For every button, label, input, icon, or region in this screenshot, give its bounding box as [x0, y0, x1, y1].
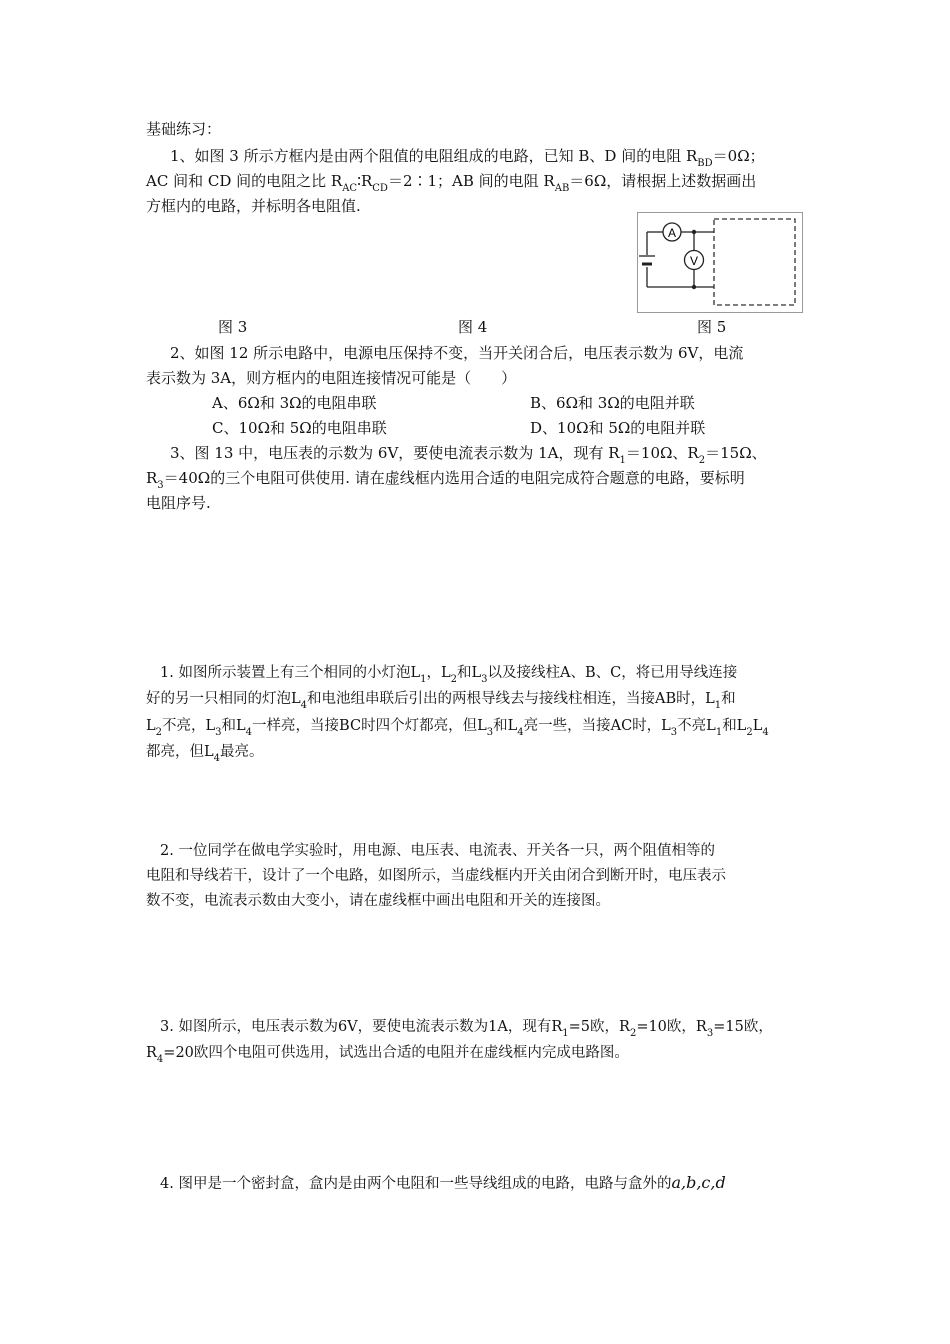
- subscript: CD: [372, 183, 388, 194]
- text-run: ＝15Ω、: [705, 444, 767, 462]
- subscript: 3: [215, 727, 222, 738]
- subscript: 4: [762, 727, 769, 738]
- q2-option-a: A、6Ω和 3Ω的电阻串联: [212, 394, 377, 412]
- text-run: AC 间和 CD 间的电阻之比 R: [146, 172, 343, 190]
- figure-label-5: 图 5: [697, 318, 727, 336]
- q2-option-b: B、6Ω和 3Ω的电阻并联: [530, 394, 695, 412]
- subscript: AC: [342, 183, 358, 194]
- subscript: AB: [554, 183, 570, 194]
- subscript: 1: [714, 700, 722, 711]
- subscript: 3: [481, 674, 488, 685]
- p1-line1: [160, 662, 737, 684]
- text-run: 1、如图 3 所示方框内是由两个阻值的电阻组成的电路，已知 B、D 间的电阻 R: [170, 147, 698, 165]
- text-run: 以及接线柱A、B、C，将已用导线连接: [487, 665, 738, 681]
- figure-label-3: 图 3: [218, 318, 248, 336]
- text-run: 和L: [221, 718, 246, 734]
- ammeter-label: A: [667, 226, 677, 240]
- q2-option-d: D、10Ω和 5Ω的电阻并联: [530, 419, 706, 437]
- section-heading: 基础练习：: [146, 120, 222, 138]
- text-run: 和L: [493, 718, 518, 734]
- subscript: 3: [706, 1028, 714, 1039]
- text-run: 最亮。: [220, 744, 264, 760]
- p2-line2: 电阻和导线若干，设计了一个电路，如图所示，当虚线框内开关由闭合到断开时，电压表示: [146, 868, 726, 884]
- text-run: L: [146, 718, 156, 734]
- text-run: 亮一些，当接AC时，L: [523, 718, 671, 734]
- text-run: 1. 如图所示装置上有三个相同的小灯泡L: [160, 665, 421, 681]
- circuit-figure: [637, 212, 803, 313]
- text-run: 3. 如图所示，电压表示数为6V，要使电流表示数为1A，现有R: [160, 1019, 563, 1035]
- text-run: =5欧，R: [568, 1019, 630, 1035]
- text-run: ＝2∶1；AB 间的电阻 R: [387, 172, 555, 190]
- junction-dot: [692, 285, 696, 289]
- text-run: 不亮L: [677, 718, 716, 734]
- text-run: L: [752, 718, 763, 734]
- text-run: =20欧四个电阻可供选用，试选出合适的电阻并在虚线框内完成电路图。: [163, 1045, 629, 1061]
- subscript: 2: [746, 727, 753, 738]
- p1-line2: [146, 688, 736, 710]
- figure-label-4: 图 4: [458, 318, 488, 336]
- subscript: 3: [157, 480, 164, 491]
- subscript: 2: [155, 727, 163, 738]
- q1-line2: [146, 170, 756, 192]
- text-run: 和L: [722, 718, 747, 734]
- p4-vars: a,b,c,d: [671, 1173, 726, 1192]
- subscript: 1: [420, 674, 427, 685]
- text-run: ＝6Ω，请根据上述数据画出: [569, 172, 757, 190]
- subscript: 2: [450, 674, 457, 685]
- subscript: 4: [245, 727, 253, 738]
- subscript: 1: [619, 455, 626, 466]
- q2-option-c: C、10Ω和 5Ω的电阻串联: [212, 419, 387, 437]
- q3-line3: 电阻序号.: [146, 494, 211, 512]
- text-run: R: [146, 1045, 157, 1061]
- p2-line3: 数不变，电流表示数由大变小，请在虚线框中画出电阻和开关的连接图。: [146, 893, 610, 909]
- subscript: 4: [517, 727, 524, 738]
- text-run: ，L: [426, 665, 451, 681]
- p2-line1: 2. 一位同学在做电学实验时，用电源、电压表、电流表、开关各一只，两个阻值相等的: [160, 843, 715, 859]
- text-run: 都亮，但L: [146, 744, 214, 760]
- subscript: 2: [629, 1028, 637, 1039]
- q3-line2: [146, 467, 745, 489]
- text-run: 3、图 13 中，电压表的示数为 6V，要使电流表示数为 1A，现有 R: [170, 444, 620, 462]
- text-run: 和L: [456, 665, 482, 681]
- subscript: 3: [670, 727, 678, 738]
- circuit-diagram: [637, 212, 803, 313]
- subscript: 4: [300, 700, 308, 711]
- text-run: ＝0Ω；: [712, 147, 765, 165]
- text-run: ∶R: [357, 172, 373, 190]
- text-run: 和: [721, 691, 736, 707]
- text-run: =10欧，R: [636, 1019, 707, 1035]
- subscript: 3: [486, 727, 494, 738]
- text-run: 和电池组串联后引出的两根导线去与接线柱相连，当接AB时，L: [307, 691, 715, 707]
- p4-line1: [160, 1172, 726, 1195]
- p3-line1: [160, 1016, 773, 1038]
- dashed-box: [714, 219, 795, 305]
- p1-line3: [146, 715, 769, 737]
- q3-line1: [170, 442, 767, 464]
- text-run: =15欧，: [713, 1019, 773, 1035]
- q1-line1: [170, 145, 765, 167]
- text-run: ＝40Ω的三个电阻可供使用. 请在虚线框内选用合适的电阻完成符合题意的电路，要标明: [163, 469, 745, 487]
- text-run: R: [146, 469, 158, 487]
- q2-line1: 2、如图 12 所示电路中，电源电压保持不变，当开关闭合后，电压表示数为 6V，电流: [170, 344, 744, 362]
- p4-text: 4. 图甲是一个密封盒，盒内是由两个电阻和一些导线组成的电路，电路与盒外的: [160, 1176, 672, 1192]
- subscript: 1: [562, 1028, 569, 1039]
- text-run: 不亮，L: [162, 718, 216, 734]
- subscript: BD: [697, 158, 713, 169]
- subscript: 2: [698, 455, 706, 466]
- subscript: 4: [213, 753, 221, 764]
- subscript: 1: [715, 727, 723, 738]
- text-run: 好的另一只相同的灯泡L: [146, 691, 301, 707]
- text-run: 一样亮，当接BC时四个灯都亮，但L: [252, 718, 487, 734]
- figure-frame: [638, 213, 803, 313]
- junction-dot: [692, 230, 696, 234]
- voltmeter-label: V: [689, 254, 699, 268]
- q2-line2: 表示数为 3A，则方框内的电阻连接情况可能是（ ）: [146, 369, 517, 387]
- subscript: 4: [156, 1054, 164, 1065]
- text-run: ＝10Ω、R: [625, 444, 699, 462]
- p3-line2: [146, 1042, 629, 1064]
- q1-line3: 方框内的电路，并标明各电阻值.: [146, 197, 361, 215]
- p1-line4: [146, 741, 264, 763]
